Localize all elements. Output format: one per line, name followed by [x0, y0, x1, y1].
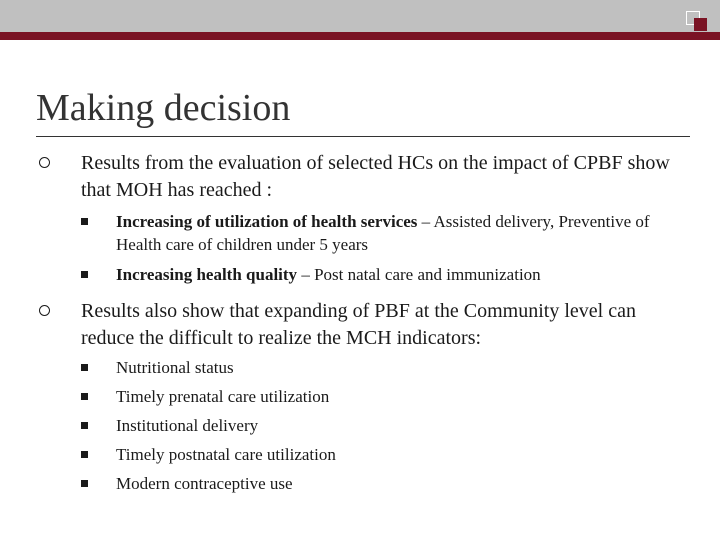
bullet-2-sub-2: Timely prenatal care utilization: [116, 387, 330, 406]
square-bullet-icon: [81, 422, 88, 429]
sub-2-rest: – Post natal care and immunization: [297, 265, 541, 284]
slide-title: Making decision: [36, 87, 291, 129]
square-bullet-icon: [81, 393, 88, 400]
square-bullet-icon: [81, 271, 88, 278]
bullet-1-sub-1: [116, 210, 676, 256]
bullet-2-sub-4: Timely postnatal care utilization: [116, 445, 336, 464]
bullet-1-text: Results from the evaluation of selected HCs on the impact of CPBF show that MOH has reached :: [81, 152, 670, 201]
square-bullet-icon: [81, 480, 88, 487]
bullet-1-sub-2: [116, 263, 676, 286]
bullet-2-sub-3: Institutional delivery: [116, 416, 259, 435]
bullet-2-sub-1: Nutritional status: [116, 358, 234, 377]
sub-2-bold: Increasing health quality: [116, 265, 298, 284]
sub-1-bold: Increasing of utilization of health services: [116, 212, 418, 231]
bullet-2-sub-5: Modern contraceptive use: [116, 474, 293, 493]
square-bullet-icon: [81, 218, 88, 225]
hollow-circle-bullet-icon: [39, 157, 50, 168]
square-bullet-icon: [81, 451, 88, 458]
sub-1-rest: – Assisted delivery, Preventive of Health care of children under 5 years: [116, 212, 650, 254]
square-bullet-icon: [81, 364, 88, 371]
bullet-2-text: Results also show that expanding of PBF at the Community level can reduce the difficult to realize the MCH indicators:: [81, 300, 636, 349]
hollow-circle-bullet-icon: [39, 305, 50, 316]
